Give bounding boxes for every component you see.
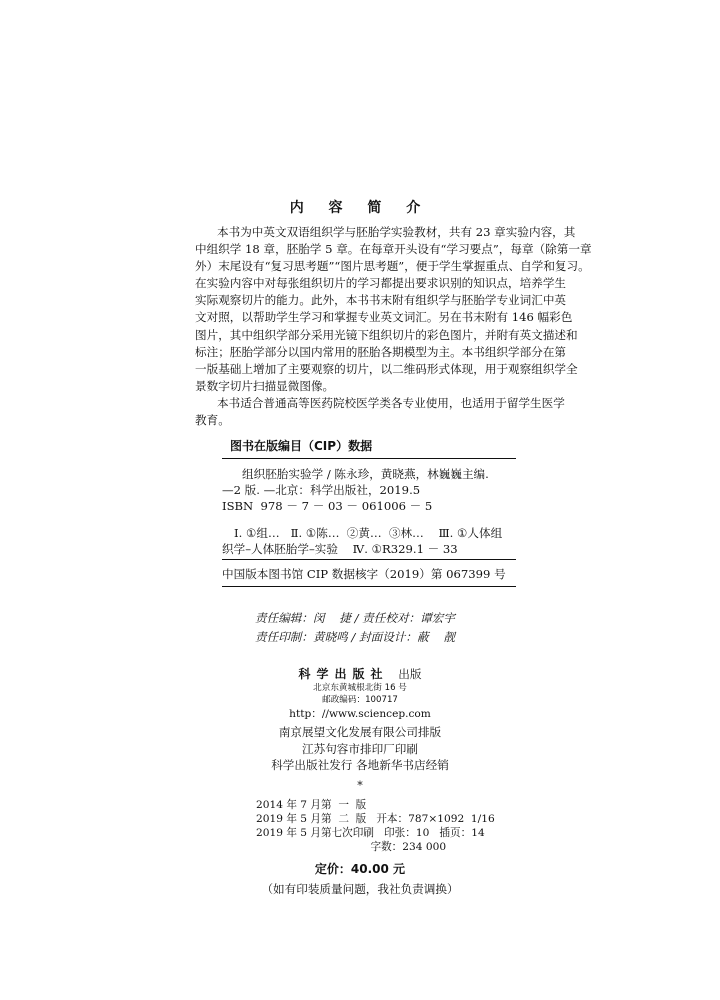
publisher-url: http：//www.sciencep.com [289,708,431,720]
cip-isbn-line: ISBN 978 － 7 － 03 － 061006 － 5 [222,499,433,513]
quality-note: （如有印装质量问题，我社负责调换） [261,882,459,896]
page-title: 内 容 简 介 [289,200,431,216]
intro-paragraph [195,224,720,429]
print-history-line: 2014 年 7 月第 一 版 [256,799,367,811]
printer-line: 江苏句容市排印厂印刷 [302,742,418,756]
print-history-line: 2019 年 5 月第七次印刷 印张：10 插页：14 [256,827,485,839]
intro-line: 实际观察切片的能力。此外，本书书末附有组织学与胚胎学专业词汇中英 [195,293,567,308]
cip-number-line: 中国版本图书馆 CIP 数据核字（2019）第 067399 号 [222,567,506,581]
cip-class-line: 织学–人体胚胎学–实验 Ⅳ. ①R329.1 － 33 [222,542,458,556]
credit-print-line: 责任印制：黄晓鸣 / 封面设计：蔽 靓 [255,630,455,644]
intro-line: 本书为中英文双语组织学与胚胎学实验教材，共有 23 章实验内容，其 [217,225,576,239]
intro-line: 景数字切片扫描显微图像。 [195,378,335,393]
credit-editor-line: 责任编辑：闵 捷 / 责任校对：谭宏宇 [255,611,455,625]
cip-heading: 图书在版编目（CIP）数据 [230,439,373,453]
publisher-logo: 科学出版社 [298,667,389,681]
distribution-line: 科学出版社发行 各地新华书店经销 [271,758,449,772]
intro-line: 图片，其中组织学部分采用光镜下组织切片的彩色图片，并附有英文描述和 [195,327,578,342]
intro-line: 中组织学 18 章，胚胎学 5 章。在每章开头设有“学习要点”，每章（除第一章 [195,242,592,257]
publisher-postcode: 邮政编码：100717 [322,695,398,705]
publisher-suffix: 出版 [398,667,422,681]
intro-line: 在实验内容中对每张组织切片的学习都提出要求识别的知识点，培养学生 [195,276,567,291]
cip-edition-line: —2 版. —北京：科学出版社，2019.5 [222,483,421,497]
intro-line: 外）末尾设有“复习思考题”“图片思考题”，便于学生掌握重点、自学和复习。 [195,259,590,274]
cip-class-line: Ⅰ. ①组… Ⅱ. ①陈… ②黄… ③林… Ⅲ. ①人体组 [234,526,503,540]
intro-line: 文对照，以帮助学生学习和掌握专业英文词汇。另在书末附有 146 幅彩色 [195,310,573,325]
cip-top-rule [222,458,516,459]
print-history-line: 字数：234 000 [256,841,447,853]
intro-line: 本书适合普通高等医药院校医学类各专业使用，也适用于留学生医学 [217,395,565,410]
cip-mid-rule [222,559,516,560]
print-history-line: 2019 年 5 月第 二 版 开本：787×1092 1/16 [256,813,495,825]
publisher-line [0,665,720,682]
intro-line: 教育。 [195,413,230,428]
price: 定价：40.00 元 [314,862,406,876]
intro-line: 一版基础上增加了主要观察的切片，以二维码形式体现，用于观察组织学全 [195,361,578,376]
cip-title-line: 组织胚胎实验学 / 陈永珍，黄晓燕，林巍巍主编. [242,467,489,481]
typesetter-line: 南京展望文化发展有限公司排版 [278,725,442,739]
cip-bottom-rule [222,586,516,587]
separator-star: * [357,779,363,792]
intro-line: 标注；胚胎学部分以国内常用的胚胎各期模型为主。本书组织学部分在第 [195,344,567,359]
publisher-address: 北京东黄城根北街 16 号 [313,683,407,693]
